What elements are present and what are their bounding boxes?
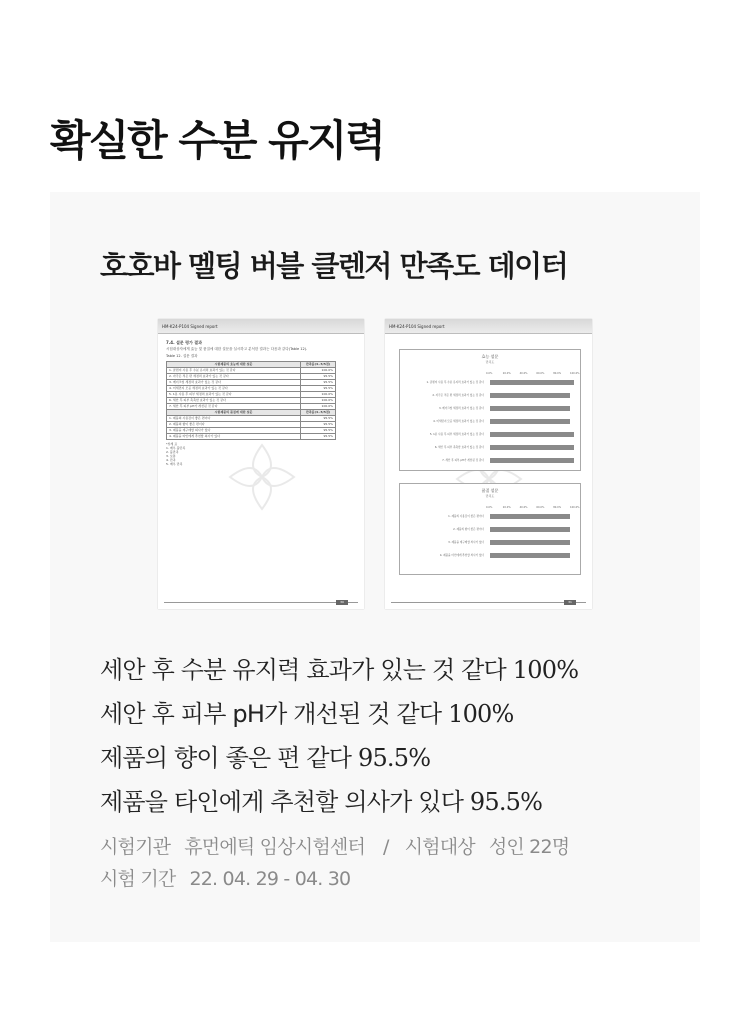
report-note: 4. 만족 bbox=[166, 458, 176, 462]
report-intro: 시험대상자에게 효능 및 품질에 대한 설문을 실시하고 분석한 결과는 다음과 같다(Table 12). bbox=[166, 347, 308, 351]
table-cell-value: 95.5% bbox=[301, 374, 336, 380]
chart-bar bbox=[490, 406, 570, 411]
chart-bar-row bbox=[406, 380, 576, 386]
chart-title: 품질 설문 bbox=[481, 488, 499, 493]
chart-tick-label: 100.0% bbox=[570, 372, 580, 375]
report-note: *상세 표 bbox=[166, 442, 178, 446]
table-cell-label: 3. 제품을 재구매할 의사가 있다 bbox=[167, 428, 301, 434]
chart-bar-row bbox=[406, 540, 576, 546]
chart-tick-label: 20.0% bbox=[502, 506, 511, 509]
report-note: 1. 매우 불만족 bbox=[166, 446, 186, 450]
page-title: 확실한 수분 유지력 bbox=[50, 116, 384, 165]
report-header-text: HM-K24-P104 Signed report bbox=[389, 324, 445, 329]
chart-title: 효능 설문 bbox=[481, 354, 499, 359]
quality-chart bbox=[399, 483, 581, 575]
chart-bar bbox=[490, 458, 574, 463]
chart-bar-row bbox=[406, 445, 576, 451]
test-org-value: 휴먼에틱 임상시험센터 bbox=[184, 836, 365, 858]
table-cell-value: 100.0% bbox=[301, 368, 336, 374]
chart-tick-label: 60.0% bbox=[536, 506, 545, 509]
satisfaction-panel bbox=[50, 192, 700, 942]
chart-bar bbox=[490, 419, 570, 424]
chart-bar bbox=[490, 432, 574, 437]
chart-bar bbox=[490, 553, 570, 558]
panel-title: 호호바 멜팅 버블 클렌저 만족도 데이터 bbox=[100, 249, 568, 283]
chart-bar bbox=[490, 514, 570, 519]
chart-bar-label: 5. 1분 사용 후 피부 세정력 효과가 있는 것 같다 bbox=[429, 433, 484, 436]
table-cell-label: 5. 1분 사용 후 피부 세정력 효과가 있는 것 같다 bbox=[167, 392, 301, 398]
test-period-value: 22. 04. 29 - 04. 30 bbox=[189, 868, 351, 890]
result-text: 제품을 타인에게 추천할 의사가 있다 bbox=[100, 788, 470, 816]
chart-bar-row bbox=[406, 458, 576, 464]
table-cell-value: 95.5% bbox=[301, 428, 336, 434]
quality-header: 시험제품의 품질에 대한 설문 bbox=[167, 410, 301, 416]
chart-bar-label: 2. 자극은 적은 편 세정력 효과가 있는 것 같다 bbox=[432, 394, 484, 397]
table-cell-value: 95.5% bbox=[301, 434, 336, 440]
result-value: 95.5% bbox=[357, 744, 431, 772]
meta-separator: / bbox=[383, 836, 389, 858]
table-cell-label: 3. 메이크업 세정력 효과가 있는 것 같다 bbox=[167, 380, 301, 386]
report-table-caption: Table 12. 설문 결과 bbox=[166, 354, 198, 358]
chart-bar-label: 1. 클렌저 사용 후 수분 유지력 효과가 있는 것 같다 bbox=[426, 381, 484, 384]
table-cell-value: 100.0% bbox=[301, 392, 336, 398]
table-cell-value: 95.5% bbox=[301, 380, 336, 386]
chart-tick-label: 20.0% bbox=[502, 372, 511, 375]
chart-tick-label: 40.0% bbox=[519, 506, 528, 509]
chart-bar-row bbox=[406, 419, 576, 425]
table-cell-label: 2. 제품의 향이 좋은 편이다 bbox=[167, 422, 301, 428]
test-period-line bbox=[100, 864, 364, 891]
result-text: 세안 후 수분 유지력 효과가 있는 것 같다 bbox=[100, 656, 513, 684]
chart-bar-label: 4. 제품을 타인에게 추천할 의사가 있다 bbox=[439, 554, 484, 557]
efficacy-table bbox=[166, 361, 336, 440]
chart-bar-row bbox=[406, 514, 576, 520]
table-cell-label: 1. 클렌저 사용 후 수분 유지력 효과가 있는 것 같다 bbox=[167, 368, 301, 374]
table-cell-value: 95.5% bbox=[301, 386, 336, 392]
result-value: 100% bbox=[512, 656, 579, 684]
chart-bar-label: 3. 제품을 재구매할 의사가 있다 bbox=[448, 541, 484, 544]
table-cell-label: 1. 제품의 사용감이 좋은 편이다 bbox=[167, 416, 301, 422]
chart-bar-label: 2. 제품의 향이 좋은 편이다 bbox=[453, 528, 484, 531]
report-header bbox=[385, 319, 592, 334]
result-line bbox=[100, 782, 542, 817]
table-cell-label: 4. 제품을 타인에게 추천할 의사가 있다 bbox=[167, 434, 301, 440]
chart-tick-label: 0.0% bbox=[486, 506, 493, 509]
table-cell-label: 7. 세안 후 피부 pH가 개선된 것 같다 bbox=[167, 404, 301, 410]
efficacy-value-header: 만족률(4~5/5점) bbox=[301, 362, 336, 368]
chart-bar bbox=[490, 393, 570, 398]
chart-bar-label: 4. 미세먼지 모공 세정력 효과가 있는 것 같다 bbox=[433, 420, 484, 423]
report-page-charts bbox=[385, 319, 592, 609]
report-footer-line bbox=[391, 602, 586, 603]
result-value: 100% bbox=[448, 700, 514, 728]
report-section-title: 7.4. 설문 평가 결과 bbox=[166, 340, 202, 345]
table-cell-value: 95.5% bbox=[301, 422, 336, 428]
test-target-label: 시험대상 bbox=[404, 836, 475, 858]
chart-tick-label: 60.0% bbox=[536, 372, 545, 375]
chart-bar bbox=[490, 540, 570, 545]
report-header bbox=[158, 319, 364, 334]
chart-bar bbox=[490, 527, 570, 532]
chart-bar-row bbox=[406, 406, 576, 412]
chart-subtitle: 만족도 bbox=[485, 494, 495, 498]
chart-tick-label: 80.0% bbox=[553, 372, 562, 375]
chart-bar-row bbox=[406, 393, 576, 399]
chart-tick-label: 80.0% bbox=[553, 506, 562, 509]
report-note: 2. 불만족 bbox=[166, 450, 179, 454]
report-note: 5. 매우 만족 bbox=[166, 462, 183, 466]
report-header-text: HM-K24-P104 Signed report bbox=[162, 324, 218, 329]
result-line bbox=[100, 738, 430, 773]
test-target-value: 성인 22명 bbox=[488, 836, 570, 858]
test-period-label: 시험 기간 bbox=[100, 868, 176, 890]
report-page-table bbox=[158, 319, 364, 609]
chart-bar bbox=[490, 445, 574, 450]
report-note: 3. 보통 bbox=[166, 454, 176, 458]
chart-tick-label: 100.0% bbox=[570, 506, 580, 509]
test-org-label: 시험기관 bbox=[100, 836, 171, 858]
table-cell-label: 6. 세안 후 피부 촉촉함 효과가 있는 것 같다 bbox=[167, 398, 301, 404]
chart-tick-label: 0.0% bbox=[486, 372, 493, 375]
report-footer-line bbox=[164, 602, 358, 603]
result-text: 세안 후 피부 pH가 개선된 것 같다 bbox=[100, 700, 449, 728]
chart-bar-label: 1. 제품의 사용감이 좋은 편이다 bbox=[448, 515, 484, 518]
table-cell-value: 100.0% bbox=[301, 398, 336, 404]
table-cell-value: 95.5% bbox=[301, 416, 336, 422]
result-line bbox=[100, 694, 514, 729]
table-cell-value: 100.0% bbox=[301, 404, 336, 410]
efficacy-header: 시험제품의 효능에 대한 설문 bbox=[167, 362, 301, 368]
chart-bar-row bbox=[406, 527, 576, 533]
test-info-line bbox=[100, 832, 583, 859]
chart-tick-label: 40.0% bbox=[519, 372, 528, 375]
report-page-number: 31 bbox=[564, 600, 576, 605]
flower-watermark-icon bbox=[222, 437, 302, 517]
chart-bar-row bbox=[406, 553, 576, 559]
efficacy-chart bbox=[399, 349, 581, 471]
chart-bar-row bbox=[406, 432, 576, 438]
chart-subtitle: 만족도 bbox=[485, 360, 495, 364]
chart-bar-label: 7. 세안 후 피부 pH가 개선된 것 같다 bbox=[442, 459, 484, 462]
result-value: 95.5% bbox=[469, 788, 543, 816]
result-text: 제품의 향이 좋은 편 같다 bbox=[100, 744, 358, 772]
quality-value-header: 만족률(4~5/5점) bbox=[301, 410, 336, 416]
table-cell-label: 4. 미세먼지 모공 세정력 효과가 있는 것 같다 bbox=[167, 386, 301, 392]
report-page-number: 30 bbox=[336, 600, 348, 605]
chart-bar bbox=[490, 380, 574, 385]
chart-bar-label: 3. 메이크업 세정력 효과가 있는 것 같다 bbox=[438, 407, 484, 410]
result-line bbox=[100, 650, 578, 685]
table-cell-label: 2. 자극은 적은 편 세정력 효과가 있는 것 같다 bbox=[167, 374, 301, 380]
chart-bar-label: 6. 세안 후 피부 촉촉함 효과가 있는 것 같다 bbox=[434, 446, 484, 449]
